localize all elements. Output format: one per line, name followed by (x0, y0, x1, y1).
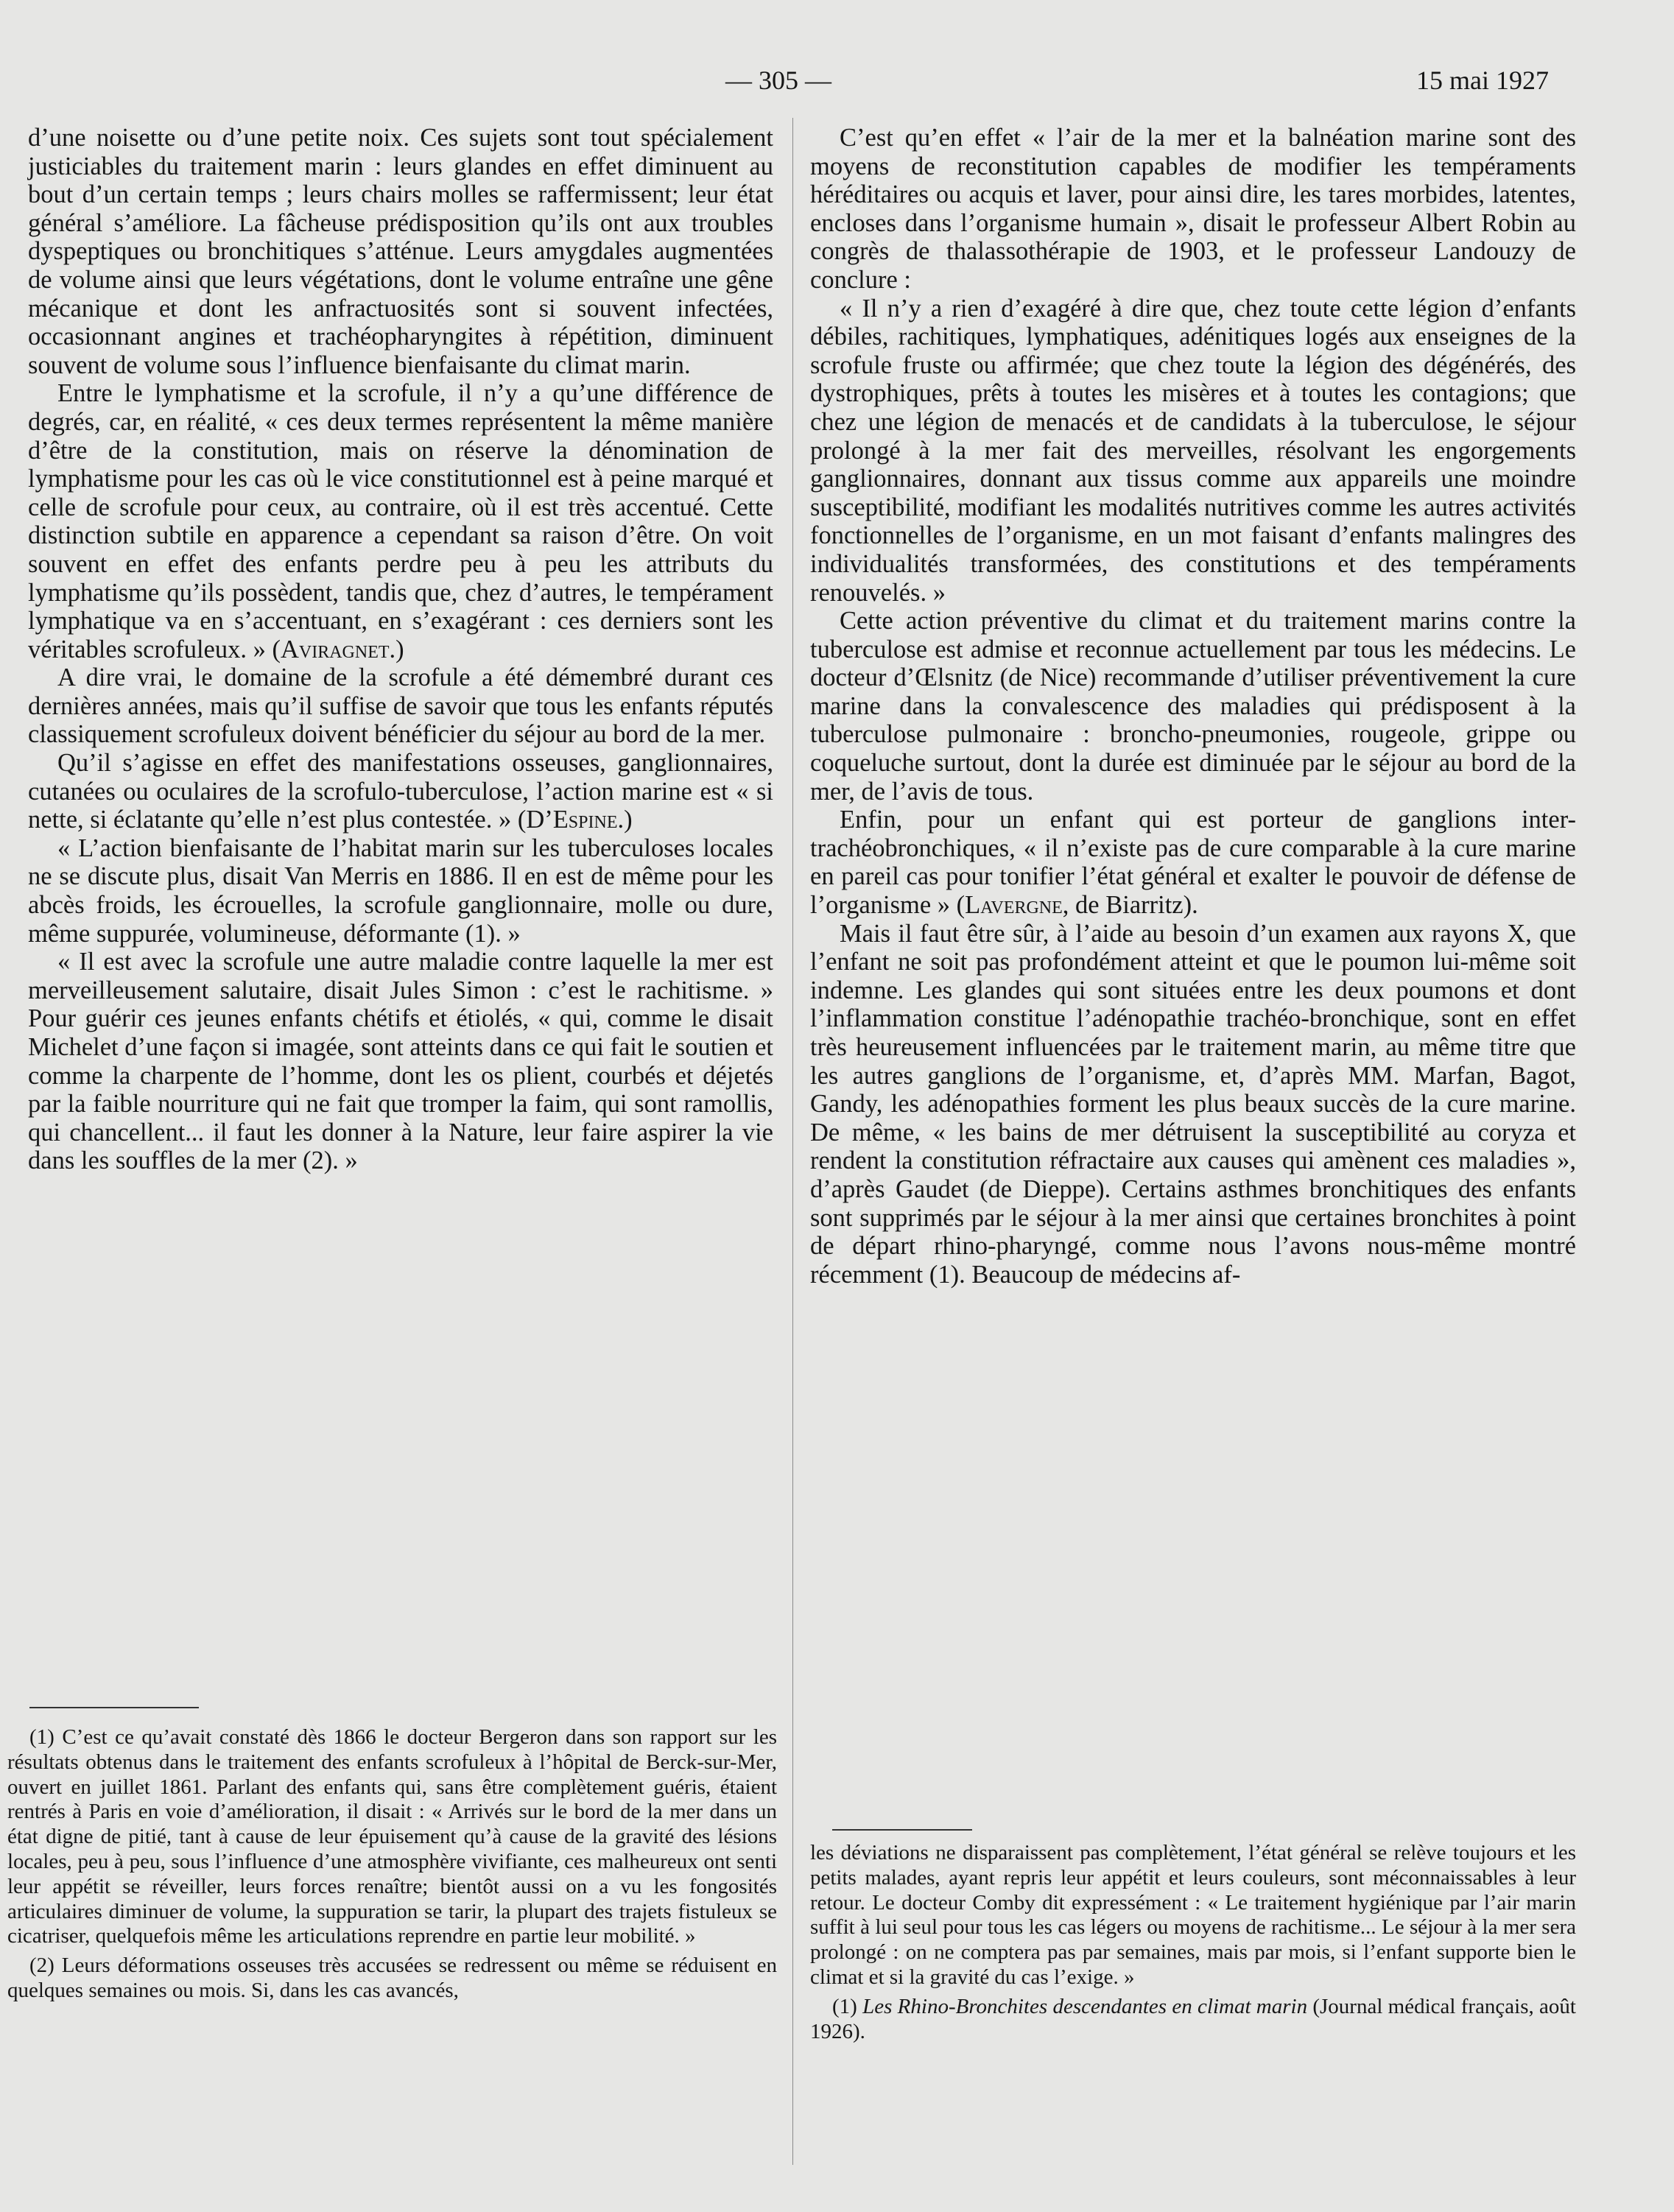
right-footnotes (810, 1841, 1576, 2044)
paragraph: C’est qu’en effet « l’air de la mer et la balnéation marine sont des moyens de reconstitution capables de modifier les tempéraments héréditaires ou acquis et laver, pour ainsi dire, les tares morbides, latentes, encloses dans l’organisme humain », disait le professeur Albert Robin au congrès de thalassothérapie de 1903, et le professeur Landouzy de conclure : (810, 124, 1576, 294)
right-column (810, 124, 1576, 1289)
paragraph: A dire vrai, le domaine de la scrofule a été démembré durant ces dernières années, mais qu’il suffise de savoir que tous les enfants réputés classiquement scrofuleux doivent bénéficier du séjour au bord de la mer. (28, 663, 773, 749)
footnote-rule (29, 1707, 199, 1708)
footnote: (1) C’est ce qu’avait constaté dès 1866 le docteur Bergeron dans son rapport sur les résultats obtenus dans le traitement des enfants scrofuleux à l’hôpital de Berck-sur-Mer, ouvert en juillet 1861. Parlant des enfants qui, sans être complètement guéris, étaient rentrés à Paris en voie d’amélioration, il disait : « Arrivés sur le bord de la mer dans un état digne de pitié, tant à cause de leur épuisement qu’à cause de la gravité des lésions locales, peu à peu, sous l’influence d’une atmosphère vivifiante, ces malheureux ont senti leur appétit se réveiller, leurs forces renaître; bientôt aussi on a vu les fongosités articulaires diminuer de volume, la suppuration se tarir, la plupart des trajets fistuleux se cicatriser, quelquefois même les articulations reprendre en partie leur mobilité. » (7, 1725, 777, 1948)
left-column (28, 124, 773, 1175)
footnote: (2) Leurs déformations osseuses très accusées se redressent ou même se réduisent en quelques semaines ou mois. Si, dans les cas avancés, (7, 1954, 777, 2002)
column-divider (792, 118, 793, 2165)
footnote-rule (832, 1829, 972, 1831)
paragraph: Enfin, pour un enfant qui est porteur de ganglions inter-trachéobronchiques, « il n’existe pas de cure comparable à la cure marine en pareil cas pour tonifier l’état général et exalter le pouvoir de défense de l’organisme » (Lavergne, de Biarritz). (810, 806, 1576, 920)
paragraph: « Il est avec la scrofule une autre maladie contre laquelle la mer est merveilleusement salutaire, disait Jules Simon : c’est le rachitisme. » Pour guérir ces jeunes enfants chétifs et étiolés, « qui, comme le disait Michelet d’une façon si imagée, sont atteints dans ce qui fait le soutien et comme la charpente de l’homme, dont les os plient, courbés et déjetés par la faible nourriture qui ne fait que tromper la faim, qui sont ramollis, qui chancellent... il faut les donner à la Nature, leur faire aspirer la vie dans les souffles de la mer (2). » (28, 948, 773, 1175)
author-citation: Lavergne (965, 891, 1063, 920)
quotation: « Il n’y a rien d’exagéré à dire que, chez toute cette légion d’enfants débiles, rachitiques, lymphatiques, adénitiques logés aux enseignes de la scrofule fruste ou affirmée; que chez toute la légion des dégénérés, des dystrophiques, prêts à toutes les misères et à toutes les contagions; que chez une légion de menacés et de candidats à la tuberculose, le séjour prolongé à la mer fait des merveilles, résolvant les engorgements ganglionnaires, donnant aux tissus comme aux appareils une moindre susceptibilité, modifiant les modalités nutritives comme les autres activités fonctionnelles de l’organisme, en un mot faisant d’enfants malingres des individualités transformées, des constitutions et des tempéraments renouvelés. » (810, 294, 1576, 607)
paragraph: « L’action bienfaisante de l’habitat marin sur les tuberculoses locales ne se discute plus, disait Van Merris en 1886. Il en est de même pour les abcès froids, les écrouelles, la scrofule ganglionnaire, molle ou dure, même suppurée, volumineuse, déformante (1). » (28, 834, 773, 948)
paragraph: Mais il faut être sûr, à l’aide au besoin d’un examen aux rayons X, que l’enfant ne soit pas profondément atteint et que le poumon lui-même soit indemne. Les glandes qui sont situées entre les deux poumons et dont l’inflammation constitue l’adénopathie trachéo-bronchique, sont en effet très heureusement influencées par le traitement marin, au même titre que les autres ganglions de l’organisme, et, d’après MM. Marfan, Bagot, Gandy, les adénopathies forment les plus beaux succès de la cure marine. De même, « les bains de mer détruisent la susceptibilité au coryza et rendent la constitution réfractaire aux causes qui amènent ces maladies », d’après Gaudet (de Dieppe). Certains asthmes bronchitiques des enfants sont supprimés par le séjour à la mer ainsi que certaines bronchites à point de départ rhino-pharyngé, comme nous l’avons nous-même montré récemment (1). Beaucoup de médecins af- (810, 919, 1576, 1289)
paragraph: d’une noisette ou d’une petite noix. Ces sujets sont tout spécialement justiciables du traitement marin : leurs glandes en effet diminuent au bout d’un certain temps ; leurs chairs molles se raffermissent; leur état général s’améliore. La fâcheuse prédisposition qu’ils ont aux troubles dyspeptiques ou bronchitiques s’atténue. Leurs amygdales augmentées de volume ainsi que leurs végétations, dont le volume entraîne une gêne mécanique et dont les anfractuosités sont si souvent infectées, occasionnant angines et trachéopharyngites à répétition, diminuent souvent de volume sous l’influence bienfaisante du climat marin. (28, 124, 773, 379)
cited-title: Les Rhino-Bronchites descendantes en climat marin (862, 1994, 1308, 2018)
paragraph: Qu’il s’agisse en effet des manifestations osseuses, ganglionnaires, cutanées ou oculaires de la scrofulo-tuberculose, l’action marine est « si nette, si éclatante qu’elle n’est plus contestée. » (D’Espine.) (28, 749, 773, 834)
author-citation: Aviragnet (280, 635, 390, 663)
paragraph: Entre le lymphatisme et la scrofule, il n’y a qu’une différence de degrés, car, en réalité, « ces deux termes représentent la même manière d’être de la constitution, mais on réserve la dénomination de lymphatisme pour les cas où le vice constitutionnel est à peine marqué et celle de scrofule pour ceux, au contraire, où il est très accentué. Cette distinction subtile en apparence a cependant sa raison d’être. On voit souvent en effet des enfants perdre peu à peu les attributs du lymphatisme qu’ils possèdent, tandis que, chez d’autres, le tempérament lymphatique va en s’accentuant, en s’exagérant : ces derniers sont les véritables scrofuleux. » (Aviragnet.) (28, 379, 773, 663)
page-number: — 305 — (725, 66, 831, 95)
paragraph: Cette action préventive du climat et du traitement marins contre la tuberculose est admise et reconnue actuellement par tous les médecins. Le docteur d’Œlsnitz (de Nice) recommande d’utiliser préventivement la cure marine dans la convalescence des maladies qui prédisposent à la tuberculose pulmonaire : broncho-pneumonies, rougeole, grippe ou coqueluche surtout, dont la durée est diminuée par le séjour au bord de la mer, de l’avis de tous. (810, 607, 1576, 806)
footnote: (1) Les Rhino-Bronchites descendantes en climat marin (Journal médical français, août 1926). (810, 1994, 1576, 2043)
footnote-continuation: les déviations ne disparaissent pas complètement, l’état général se relève toujours et les petits malades, ayant repris leur appétit et leurs couleurs, sont méconnaissables à leur retour. Le docteur Comby dit expressément : « Le traitement hygiénique par l’air marin suffit à lui seul pour tous les cas légers ou moyens de rachitisme... Le séjour à la mer sera prolongé : on ne comptera pas par semaines, mais par mois, si l’enfant supporte bien le climat et si la gravité du cas l’exige. » (810, 1841, 1576, 1989)
author-citation: Espine (552, 806, 618, 834)
issue-date: 15 mai 1927 (1416, 66, 1549, 95)
left-footnotes (7, 1725, 777, 2004)
page-header (0, 65, 1674, 102)
